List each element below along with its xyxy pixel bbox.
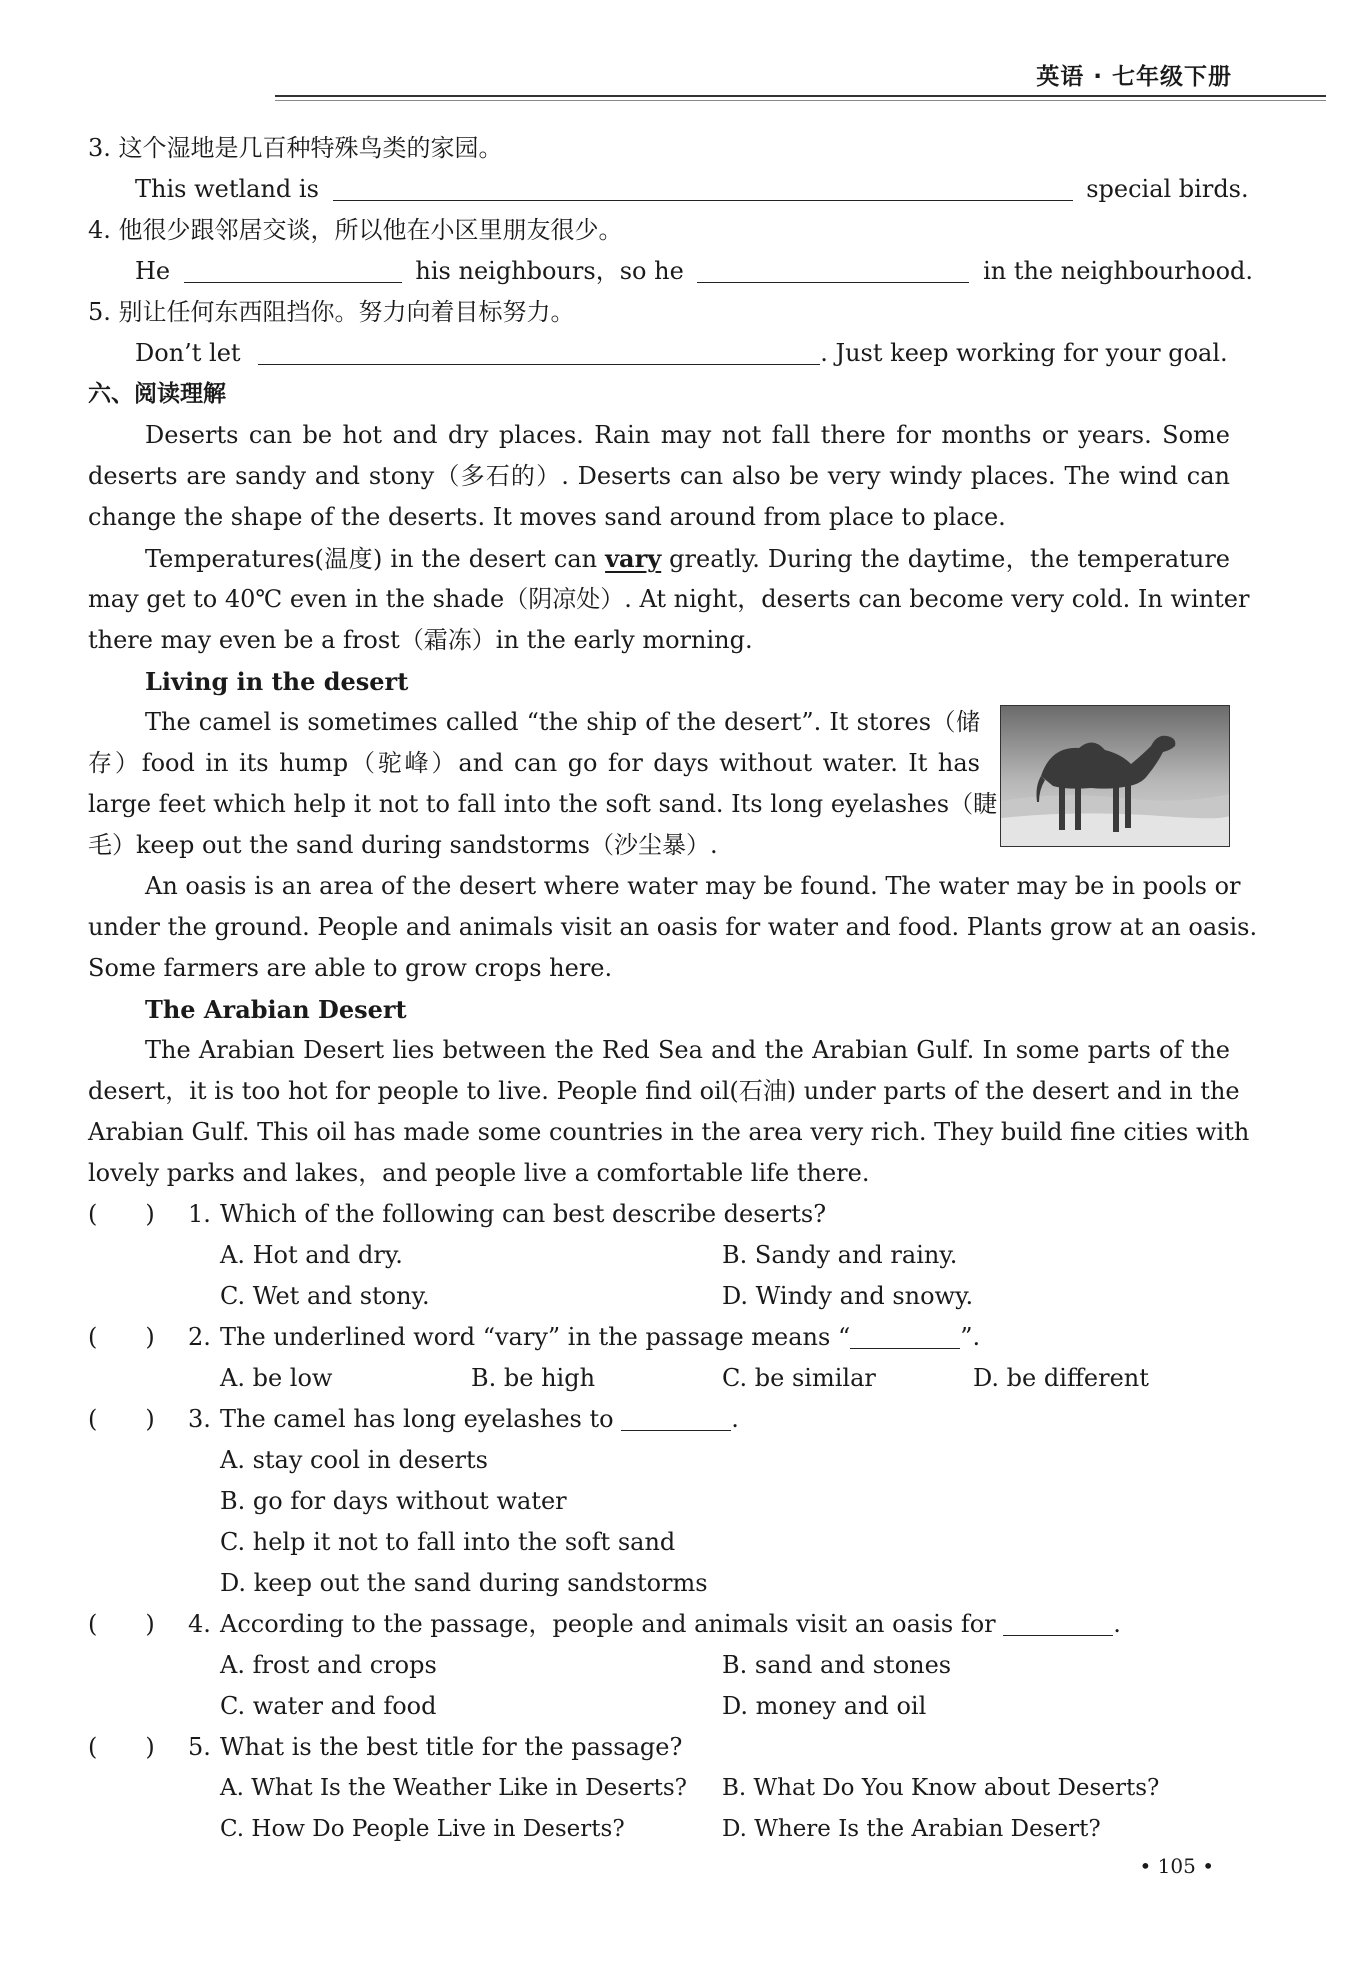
translation-item-3-en: This wetland is special birds.: [88, 169, 1230, 210]
option[interactable]: A. Hot and dry.: [220, 1241, 403, 1269]
camel-photo: [1000, 705, 1230, 847]
paragraph-line: large feet which help it not to fall into the soft sand. Its long eyelashes（睫: [88, 790, 998, 818]
options-row: [88, 1276, 1230, 1317]
section-title: 六、阅读理解: [88, 381, 226, 407]
page-body: [88, 128, 1258, 1850]
option[interactable]: D. keep out the sand during sandstorms: [220, 1569, 708, 1597]
question-1: ( ) 1. Which of the following can best describe deserts?: [88, 1194, 1230, 1235]
subheading: Living in the desert: [145, 667, 409, 696]
paragraph-line: may get to 40℃ even in the shade（阴凉处）. At night，deserts can become very cold. In winter: [88, 585, 1250, 613]
translation-item-4-en: He his neighbours，so he in the neighbourhood.: [88, 251, 1230, 292]
answer-blank[interactable]: [697, 254, 969, 283]
answer-paren[interactable]: ( ): [88, 1323, 155, 1351]
options-row: [88, 1809, 1230, 1850]
paragraph-line: deserts are sandy and stony（多石的）. Deserts can also be very windy places. The wind can: [88, 462, 1230, 490]
answer-paren[interactable]: ( ): [88, 1405, 155, 1433]
option[interactable]: C. be similar: [722, 1364, 876, 1392]
camel-block: [88, 702, 1230, 866]
option[interactable]: C. help it not to fall into the soft sand: [220, 1528, 676, 1556]
option[interactable]: B. sand and stones: [722, 1651, 952, 1679]
answer-blank[interactable]: [621, 1402, 731, 1431]
paragraph-line: change the shape of the deserts. It moves sand around from place to place.: [88, 503, 1006, 531]
option[interactable]: D. money and oil: [722, 1692, 927, 1720]
page-number: • 105 •: [1139, 1854, 1214, 1878]
header-title: 英语 · 七年级下册: [1036, 64, 1232, 90]
answer-blank[interactable]: [333, 172, 1073, 201]
paragraph-line: 存）food in its hump（驼峰）and can go for days without water. It has: [88, 749, 980, 777]
option[interactable]: A. What Is the Weather Like in Deserts?: [220, 1775, 687, 1801]
question-5: ( ) 5. What is the best title for the passage?: [88, 1727, 1230, 1768]
paragraph-line: Some farmers are able to grow crops here.: [88, 954, 613, 982]
header-rule-thin: [275, 100, 1326, 101]
option[interactable]: A. frost and crops: [220, 1651, 437, 1679]
translation-item-5-zh: 5. 别让任何东西阻挡你。努力向着目标努力。: [88, 298, 575, 326]
option[interactable]: B. What Do You Know about Deserts?: [722, 1775, 1160, 1801]
paragraph-line: there may even be a frost（霜冻）in the early morning.: [88, 626, 753, 654]
option[interactable]: D. Windy and snowy.: [722, 1282, 974, 1310]
paragraph-line: The camel is sometimes called “the ship of the desert”. It stores（储: [145, 708, 980, 736]
options-row: [88, 1686, 1230, 1727]
paragraph-line: desert，it is too hot for people to live. People find oil(石油) under parts of the desert and in the: [88, 1077, 1240, 1105]
paragraph-line: Temperatures(温度) in the desert can vary greatly. During the daytime，the temperature: [145, 544, 1230, 573]
option[interactable]: C. Wet and stony.: [220, 1282, 430, 1310]
answer-paren[interactable]: ( ): [88, 1200, 155, 1228]
option[interactable]: A. stay cool in deserts: [220, 1446, 488, 1474]
options-row: [88, 1358, 1230, 1399]
option[interactable]: B. Sandy and rainy.: [722, 1241, 958, 1269]
paragraph-line: Arabian Gulf. This oil has made some countries in the area very rich. They build fine cities with: [88, 1118, 1250, 1146]
answer-blank[interactable]: [184, 254, 402, 283]
paragraph-line: 毛）keep out the sand during sandstorms（沙尘暴）.: [88, 831, 718, 859]
option[interactable]: A. be low: [220, 1364, 333, 1392]
options-row: [88, 1645, 1230, 1686]
underlined-word: vary: [605, 544, 662, 573]
options-row: [88, 1235, 1230, 1276]
answer-paren[interactable]: ( ): [88, 1610, 155, 1638]
paragraph-line: Deserts can be hot and dry places. Rain may not fall there for months or years. Some: [145, 421, 1230, 449]
translation-item-5-en: Don’t let . Just keep working for your goal.: [88, 333, 1230, 374]
answer-blank[interactable]: [1003, 1607, 1113, 1636]
answer-blank[interactable]: [850, 1320, 960, 1349]
options-row: [88, 1768, 1230, 1809]
paragraph-line: The Arabian Desert lies between the Red Sea and the Arabian Gulf. In some parts of the: [145, 1036, 1230, 1064]
option[interactable]: B. go for days without water: [220, 1487, 567, 1515]
translation-item-4-zh: 4. 他很少跟邻居交谈，所以他在小区里朋友很少。: [88, 216, 623, 244]
question-3: ( ) 3. The camel has long eyelashes to .: [88, 1399, 1230, 1440]
header-rule: [275, 95, 1326, 97]
answer-paren[interactable]: ( ): [88, 1733, 155, 1761]
paragraph-line: An oasis is an area of the desert where water may be found. The water may be in pools or: [145, 872, 1241, 900]
translation-item-3-zh: 3. 这个湿地是几百种特殊鸟类的家园。: [88, 134, 503, 162]
option[interactable]: D. Where Is the Arabian Desert?: [722, 1816, 1101, 1842]
option[interactable]: C. How Do People Live in Deserts?: [220, 1816, 625, 1842]
option[interactable]: B. be high: [471, 1364, 596, 1392]
paragraph-line: under the ground. People and animals visit an oasis for water and food. Plants grow at an oasis.: [88, 913, 1258, 941]
question-4: ( ) 4. According to the passage，people and animals visit an oasis for .: [88, 1604, 1230, 1645]
option[interactable]: C. water and food: [220, 1692, 437, 1720]
option[interactable]: D. be different: [973, 1364, 1149, 1392]
question-2: ( ) 2. The underlined word “vary” in the passage means “ ”.: [88, 1317, 1230, 1358]
subheading: The Arabian Desert: [145, 995, 407, 1024]
paragraph-line: lovely parks and lakes，and people live a comfortable life there.: [88, 1159, 870, 1187]
answer-blank[interactable]: [258, 336, 820, 365]
